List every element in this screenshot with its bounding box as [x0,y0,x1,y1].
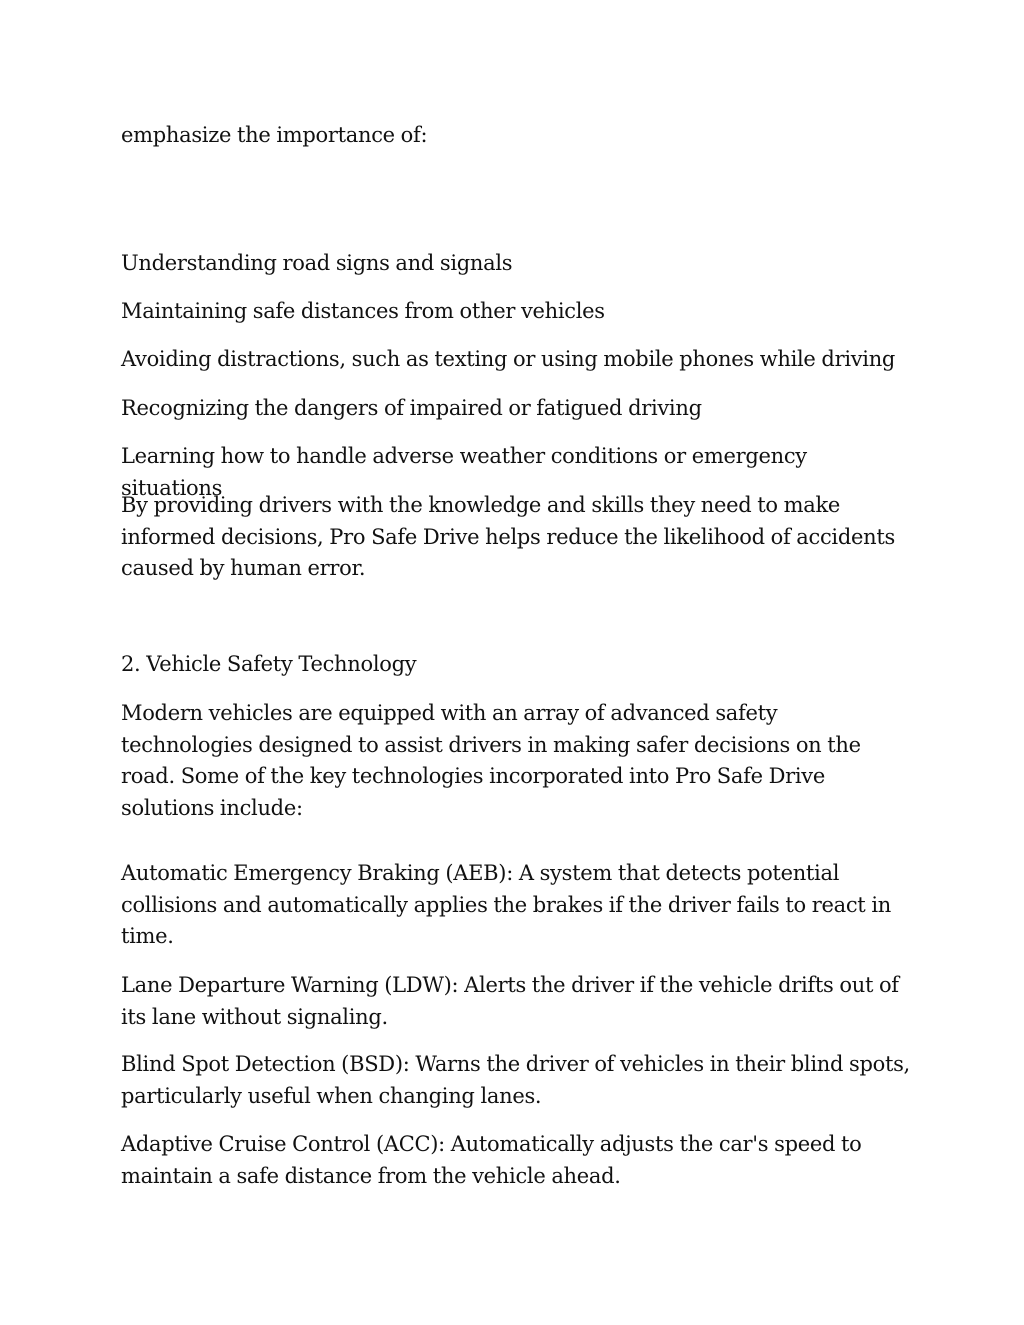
technology-item-bsd: Blind Spot Detection (BSD): Warns the driver of vehicles in their blind spots, particularly useful when changing lanes. [121,1052,910,1108]
technology-item-ldw: Lane Departure Warning (LDW): Alerts the driver if the vehicle drifts out of its lane without signaling. [121,973,899,1029]
section-heading: 2. Vehicle Safety Technology [121,652,417,676]
list-item-avoid-distractions: Avoiding distractions, such as texting or using mobile phones while driving [121,347,896,371]
driver-education-summary: By providing drivers with the knowledge and skills they need to make informed decisions, Pro Safe Drive helps reduce the likelihood of accidents caused by human error. [121,493,895,580]
intro-line: emphasize the importance of: [121,123,428,147]
list-item-safe-distances: Maintaining safe distances from other vehicles [121,299,605,323]
list-item-adverse-weather: Learning how to handle adverse weather conditions or emergency situations [121,444,807,500]
technology-item-aeb: Automatic Emergency Braking (AEB): A system that detects potential collisions and automatically applies the brakes if the driver fails to react in time. [121,861,891,948]
list-item-impaired-driving: Recognizing the dangers of impaired or fatigued driving [121,396,702,420]
list-item-road-signs: Understanding road signs and signals [121,251,513,275]
technology-item-acc: Adaptive Cruise Control (ACC): Automatically adjusts the car's speed to maintain a safe distance from the vehicle ahead. [121,1132,862,1188]
section-intro: Modern vehicles are equipped with an array of advanced safety technologies designed to assist drivers in making safer decisions on the road. Some of the key technologies incorporated into Pro Safe Drive solutions include: [121,701,861,820]
